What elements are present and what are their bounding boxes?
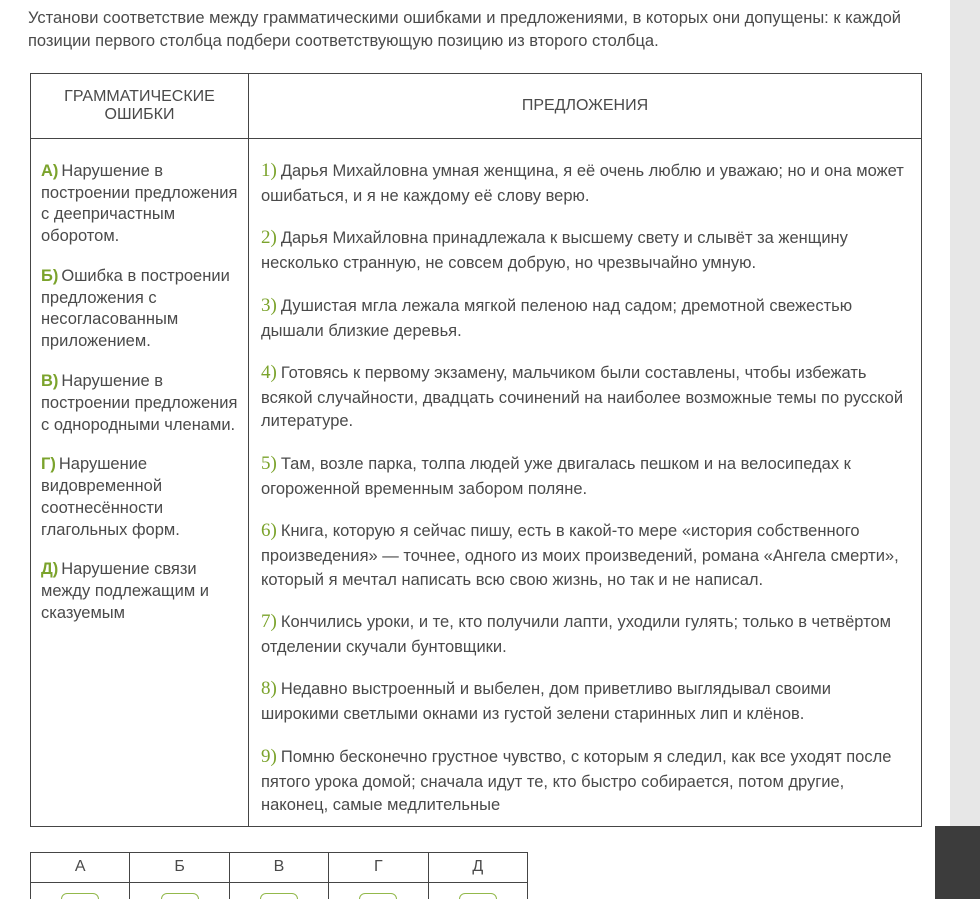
error-label: Д) [41,560,59,579]
sentence-item [261,744,907,818]
error-text: Нарушение видовременной соотнесённости глагольных форм. [41,455,180,539]
answer-col-header-d: Д [428,852,527,882]
sentence-number: 7) [261,611,277,633]
error-item [41,559,238,624]
errors-column-header: ГРАММАТИЧЕСКИЕ ОШИБКИ [31,73,249,138]
task-instruction: Установи соответствие между грамматическими ошибками и предложениями, в которых они допущены: к каждой позиции первого столбца подбери соответствующую позицию из второго столбца. [28,9,901,51]
sentence-item [261,360,907,434]
error-item [41,454,238,541]
sentence-number: 1) [261,159,277,181]
error-item [41,266,238,353]
answer-cell-b [130,882,229,899]
sentence-number: 4) [261,362,277,384]
error-text: Нарушение в построении предложения с однородными членами. [41,371,238,434]
error-label: Б) [41,266,59,285]
sentence-item [261,158,907,208]
error-label: А) [41,161,59,180]
answer-input-a[interactable] [61,893,99,899]
sentence-item [261,451,907,501]
sentence-text: Готовясь к первому экзамену, мальчиком были составлены, чтобы избежать всякой случайности, двадцать сочинений на наиболее возможные темы по русской литературе. [261,364,904,431]
sentence-number: 9) [261,745,277,767]
error-item [41,371,238,436]
sentence-text: Книга, которую я сейчас пишу, есть в какой-то мере «история собственного произведения» — точнее, одного из моих произведений, романа «Ангела смерти», который я мечтал написать всю свою жизнь, но так и не написал. [261,522,899,589]
sentence-item [261,518,907,592]
matching-table [30,73,922,827]
answer-cell-a [31,882,130,899]
error-label: В) [41,371,59,390]
sentence-text: Помню бесконечно грустное чувство, с которым я следил, как все уходят после пятого урока домой; сначала идут те, кто быстро собирается, потом другие, наконец, самые медлительные [261,747,892,815]
answer-input-g[interactable] [359,893,397,899]
sentence-number: 3) [261,294,277,316]
answer-col-header-g: Г [329,852,428,882]
sentence-text: Кончились уроки, и те, кто получили лапти, уходили гулять; только в четвёртом отделении скучали бунтовщики. [261,613,891,656]
answer-col-header-v: В [229,852,328,882]
error-text: Нарушение связи между подлежащим и сказуемым [41,560,209,622]
answer-col-header-a: А [31,852,130,882]
sentence-number: 2) [261,227,277,249]
answer-col-header-b: Б [130,852,229,882]
error-item [41,161,238,248]
answer-input-v[interactable] [260,893,298,899]
sentence-number: 5) [261,452,277,474]
sentence-text: Дарья Михайловна принадлежала к высшему свету и слывёт за женщину несколько странную, не совсем добрую, но чрезвычайно умную. [261,229,848,273]
answer-cell-d [428,882,527,899]
sentence-item [261,676,907,726]
sentence-number: 8) [261,678,277,700]
errors-cell [31,138,249,826]
sentence-item [261,293,907,343]
matching-table-header-row [31,73,922,138]
sentences-column-header: ПРЕДЛОЖЕНИЯ [249,73,922,138]
sentence-item [261,609,907,659]
answer-table [30,852,528,899]
answer-input-row [31,882,528,899]
error-text: Ошибка в построении предложения с несогласованным приложением. [41,266,230,351]
sentence-number: 6) [261,520,277,542]
answer-header-row [31,852,528,882]
answer-cell-v [229,882,328,899]
error-text: Нарушение в построении предложения с деепричастным оборотом. [41,161,238,246]
sentences-cell [249,138,922,826]
sentence-text: Там, возле парка, толпа людей уже двигалась пешком и на велосипедах к огороженной временным забором поляне. [261,454,851,498]
answer-cell-g [329,882,428,899]
matching-table-body-row [31,138,922,826]
sentence-text: Дарья Михайловна умная женщина, я её очень люблю и уважаю; но и она может ошибаться, и я не каждому её слову верю. [261,161,904,205]
error-label: Г) [41,455,56,474]
sentence-item [261,225,907,275]
page-scroll-gutter [950,0,980,899]
sentence-text: Недавно выстроенный и выбелен, дом приветливо выглядывал своими широкими светлыми окнами из густой зелени старинных лип и клёнов. [261,680,831,724]
answer-input-b[interactable] [161,893,199,899]
sentence-text: Душистая мгла лежала мягкой пеленою над садом; дремотной свежестью дышали близкие деревья. [261,296,853,340]
answer-input-d[interactable] [459,893,497,899]
